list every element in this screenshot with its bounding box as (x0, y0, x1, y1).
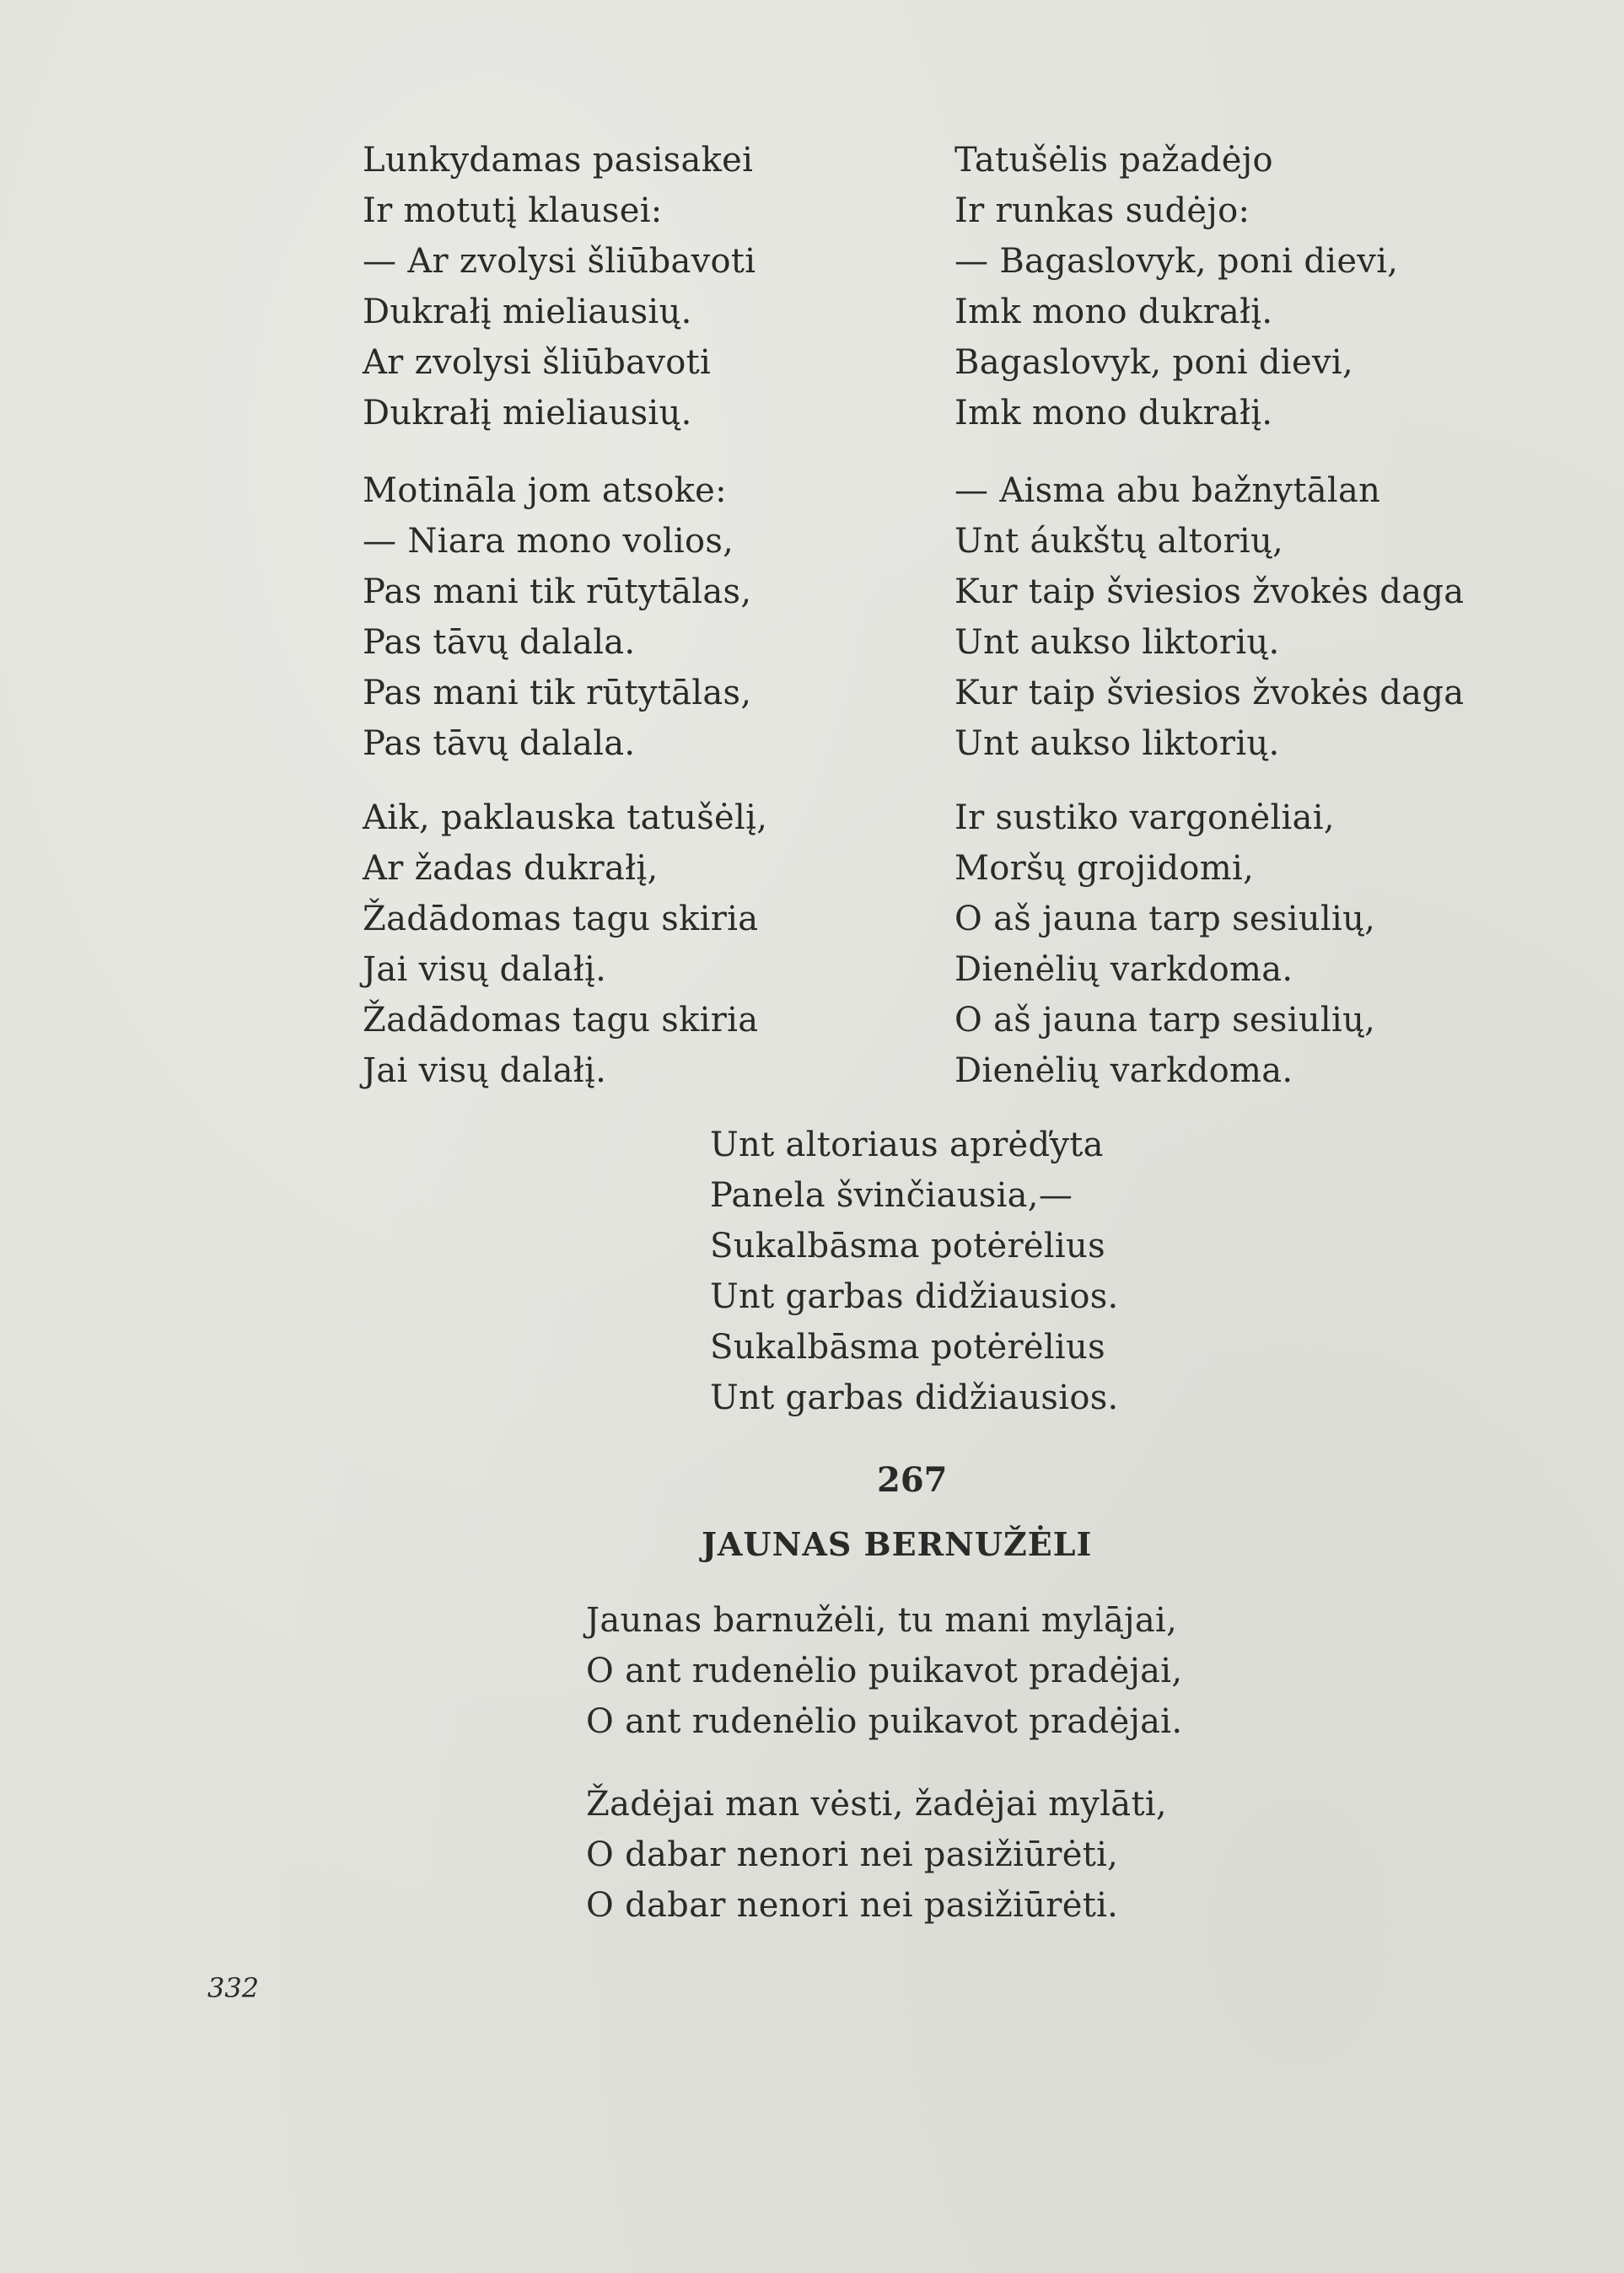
song-stanza-2 (586, 1779, 1167, 1931)
verse-line: Kur taip šviesios žvokės daga (955, 674, 1465, 712)
stanza-center (710, 1120, 1119, 1423)
stanza-left-2 (363, 465, 751, 769)
verse-line: Žadādomas tagu skiria (363, 1001, 759, 1040)
stanza-right-3 (955, 793, 1375, 1096)
verse-line: Panela švinčiausia,— (710, 1176, 1073, 1215)
verse-line: O aš jauna tarp sesiulių, (955, 900, 1376, 938)
verse-line: Moršų grojidomi, (955, 849, 1255, 888)
verse-line: Tatušėlis pažadėjo (955, 141, 1273, 180)
verse-line: Unt garbas didžiausios. (710, 1277, 1119, 1316)
verse-line: Ar zvolysi šliūbavoti (363, 343, 712, 382)
verse-line: Unt altoriaus aprėďyta (710, 1126, 1104, 1164)
verse-line: Kur taip šviesios žvokės daga (955, 572, 1465, 611)
verse-line: O ant rudenėlio puikavot pradėjai. (586, 1702, 1183, 1741)
verse-line: Aik, paklauska tatušėlį, (363, 798, 768, 837)
verse-line: Sukalbāsma potėrėlius (710, 1227, 1105, 1265)
verse-line: Ir motutį klausei: (363, 191, 663, 230)
song-stanza-1 (586, 1595, 1182, 1747)
verse-line: Jaunas barnužėli, tu mani mylājai, (586, 1601, 1178, 1640)
verse-line: O dabar nenori nei pasižiūrėti, (586, 1835, 1119, 1874)
verse-line: Ar žadas dukrałį, (363, 849, 659, 888)
verse-line: — Aisma abu bažnytālan (955, 471, 1381, 510)
stanza-left-3 (363, 793, 767, 1096)
verse-line: — Bagaslovyk, poni dievi, (955, 242, 1399, 281)
verse-line: O ant rudenėlio puikavot pradėjai, (586, 1652, 1183, 1690)
verse-line: Ir sustiko vargonėliai, (955, 798, 1335, 837)
verse-line: Unt aukso liktorių. (955, 623, 1280, 662)
verse-line: O aš jauna tarp sesiulių, (955, 1001, 1376, 1040)
song-number: 267 (877, 1460, 948, 1500)
stanza-right-2 (955, 465, 1464, 769)
verse-line: Unt garbas didžiausios. (710, 1378, 1119, 1417)
verse-line: Unt aukso liktorių. (955, 724, 1280, 763)
verse-line: Imk mono dukrałį. (955, 293, 1273, 331)
verse-line: Dienėlių varkdoma. (955, 1051, 1293, 1090)
verse-line: Žadėjai man vėsti, žadėjai mylāti, (586, 1785, 1167, 1824)
verse-line: O dabar nenori nei pasižiūrėti. (586, 1886, 1119, 1925)
verse-line: Pas tāvų dalala. (363, 724, 636, 763)
verse-line: Bagaslovyk, poni dievi, (955, 343, 1353, 382)
stanza-right-1 (955, 135, 1398, 438)
verse-line: Dienėlių varkdoma. (955, 950, 1293, 989)
verse-line: Imk mono dukrałį. (955, 394, 1273, 433)
page-number: 332 (207, 1972, 260, 2004)
verse-line: Motināla jom atsoke: (363, 471, 727, 510)
verse-line: — Ar zvolysi šliūbavoti (363, 242, 756, 281)
song-title: JAUNAS BERNUŽĖLI (702, 1525, 1093, 1563)
verse-line: — Niara mono volios, (363, 522, 734, 561)
verse-line: Jai visų dalałį. (363, 1051, 607, 1090)
verse-line: Žadādomas tagu skiria (363, 900, 759, 938)
verse-line: Dukrałį mieliausių. (363, 293, 692, 331)
verse-line: Pas mani tik rūtytālas, (363, 572, 752, 611)
verse-line: Jai visų dalałį. (363, 950, 607, 989)
verse-line: Ir runkas sudėjo: (955, 191, 1250, 230)
verse-line: Unt áukštų altorių, (955, 522, 1284, 561)
verse-line: Dukrałį mieliausių. (363, 394, 692, 433)
verse-line: Pas mani tik rūtytālas, (363, 674, 752, 712)
stanza-left-1 (363, 135, 756, 438)
verse-line: Sukalbāsma potėrėlius (710, 1328, 1105, 1367)
verse-line: Pas tāvų dalala. (363, 623, 636, 662)
verse-line: Lunkydamas pasisakei (363, 141, 754, 180)
